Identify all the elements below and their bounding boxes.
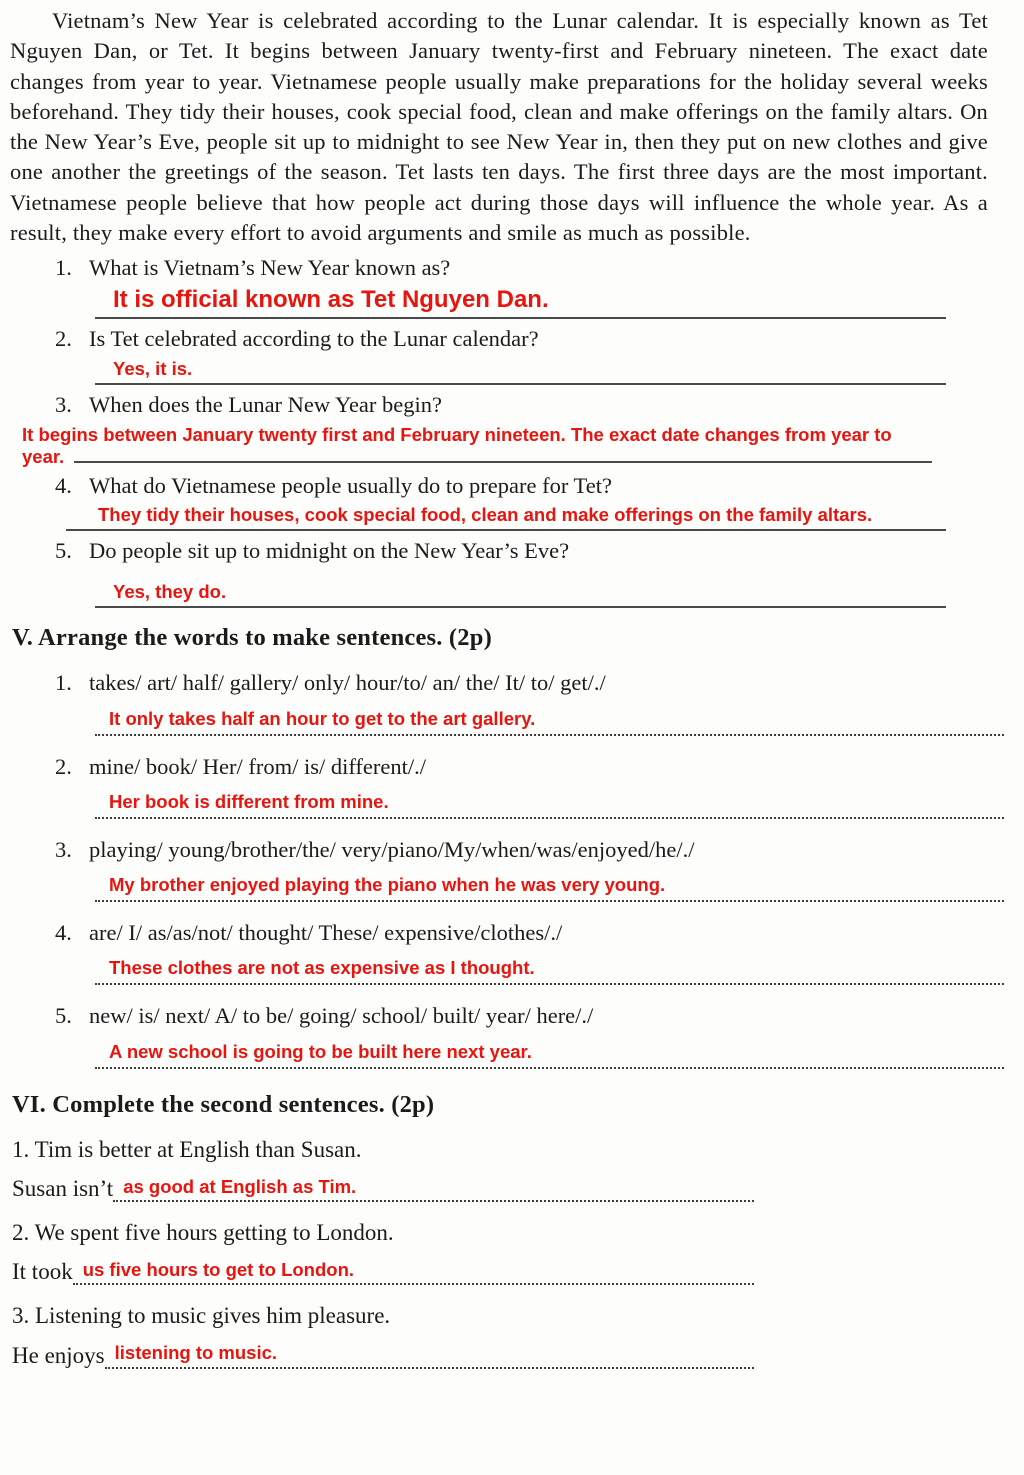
question-4-text: What do Vietnamese people usually do to prepare for Tet? [89,472,612,498]
answer-line-5 [95,579,946,608]
arrange-1-number: 1. [55,670,72,696]
section-vi-heading: VI. Complete the second sentences. (2p) [12,1090,435,1118]
arrange-5-number: 5. [55,1003,72,1029]
question-3 [55,390,1010,419]
answer-line-3 [22,423,1004,468]
complete-3-answer-line [12,1339,754,1368]
question-2 [55,324,1010,353]
answer-line-1 [95,284,946,319]
complete-2-answer-line [12,1256,754,1285]
arrange-5-answer-line [95,1039,1004,1069]
question-3-text: When does the Lunar New Year begin? [89,391,443,417]
answer-1-text: It is official known as Tet Nguyen Dan. [113,286,549,314]
answer-line-2 [95,356,946,385]
answer-line-4 [66,502,946,531]
arrange-item-4 [55,918,1010,947]
answer-4-text: They tidy their houses, cook special food, clean and make offerings on the family altars. [98,504,873,526]
answer-3-text-line1: It begins between January twenty first and February nineteen. The exact date changes from year to [22,423,892,445]
question-1-text: What is Vietnam’s New Year known as? [89,255,451,280]
answer-2-text: Yes, it is. [113,357,193,379]
reading-questions [55,253,1010,282]
arrange-4-answer: These clothes are not as expensive as I thought. [109,957,535,979]
arrange-2-answer-line [95,789,1004,819]
complete-1-stem: Susan isn’t [12,1175,114,1201]
arrange-3-prompt: playing/ young/brother/the/ very/piano/My/when/was/enjoyed/he/./ [89,836,695,862]
question-4 [55,471,1010,500]
arrange-3-number: 3. [55,836,72,862]
arrange-1-prompt: takes/ art/ half/ gallery/ only/ hour/to/ an/ the/ It/ to/ get/./ [89,670,606,696]
complete-2-stem: It took [12,1259,73,1285]
question-2-number: 2. [55,326,72,352]
answer-3-rule [74,461,932,463]
arrange-2-prompt: mine/ book/ Her/ from/ is/ different/./ [89,753,427,779]
answer-5-text: Yes, they do. [113,581,227,603]
section-v-heading: V. Arrange the words to make sentences. (2p) [12,624,492,652]
arrange-2-answer: Her book is different from mine. [109,790,389,812]
complete-1-answer-line [12,1173,754,1202]
question-5 [55,536,1010,565]
arrange-2-number: 2. [55,753,72,779]
complete-1-given: 1. Tim is better at English than Susan. [12,1136,362,1162]
complete-3-given: 3. Listening to music gives him pleasure. [12,1303,391,1329]
complete-item-2 [10,1220,1010,1285]
answer-3-text-line2: year. [22,445,65,467]
complete-3-stem: He enjoys [12,1342,105,1368]
question-1-number: 1. [55,255,72,280]
question-5-number: 5. [55,538,72,564]
arrange-1-answer: It only takes half an hour to get to the art gallery. [109,707,536,729]
reading-passage: Vietnam’s New Year is celebrated according to the Lunar calendar. It is especially known as Tet Nguyen Dan, or Tet. It begins between January twenty-first and February nineteen. The exact date changes from year to year. Vietnamese people usually make preparations for the holiday several weeks beforehand. They tidy their houses, cook special food, clean and make offerings on the family altars. On the New Year’s Eve, people sit up to midnight to see New Year in, then they put on new clothes and give one another the greetings of the season. Tet lasts ten days. The first three days are the most important. Vietnamese people believe that how people act during those days will influence the whole year. As a result, they make every effort to avoid arguments and smile as much as possible. [10,8,988,245]
arrange-5-prompt: new/ is/ next/ A/ to be/ going/ school/ built/ year/ here/./ [89,1003,594,1029]
arrange-3-answer-line [95,872,1004,902]
arrange-item-3 [55,835,1010,864]
complete-2-answer: us five hours to get to London. [82,1258,355,1280]
arrange-4-answer-line [95,955,1004,985]
complete-item-3 [10,1303,1010,1368]
complete-2-given: 2. We spent five hours getting to London. [12,1219,394,1245]
arrange-4-number: 4. [55,920,72,946]
complete-1-answer: as good at English as Tim. [123,1175,357,1197]
arrange-4-prompt: are/ I/ as/as/not/ thought/ These/ expensive/clothes/./ [89,920,563,946]
question-5-text: Do people sit up to midnight on the New Year’s Eve? [89,538,570,564]
question-1 [55,253,1010,282]
arrange-item-2 [55,752,1010,781]
question-2-text: Is Tet celebrated according to the Lunar calendar? [89,326,539,352]
arrange-item-1 [55,668,1010,697]
question-3-number: 3. [55,391,72,417]
arrange-3-answer: My brother enjoyed playing the piano when he was very young. [109,874,666,896]
arrange-item-5 [55,1001,1010,1030]
complete-3-answer: listening to music. [114,1342,278,1364]
arrange-1-answer-line [95,706,1004,736]
arrange-5-answer: A new school is going to be built here next year. [109,1040,532,1062]
complete-item-1 [10,1137,1010,1202]
question-4-number: 4. [55,472,72,498]
